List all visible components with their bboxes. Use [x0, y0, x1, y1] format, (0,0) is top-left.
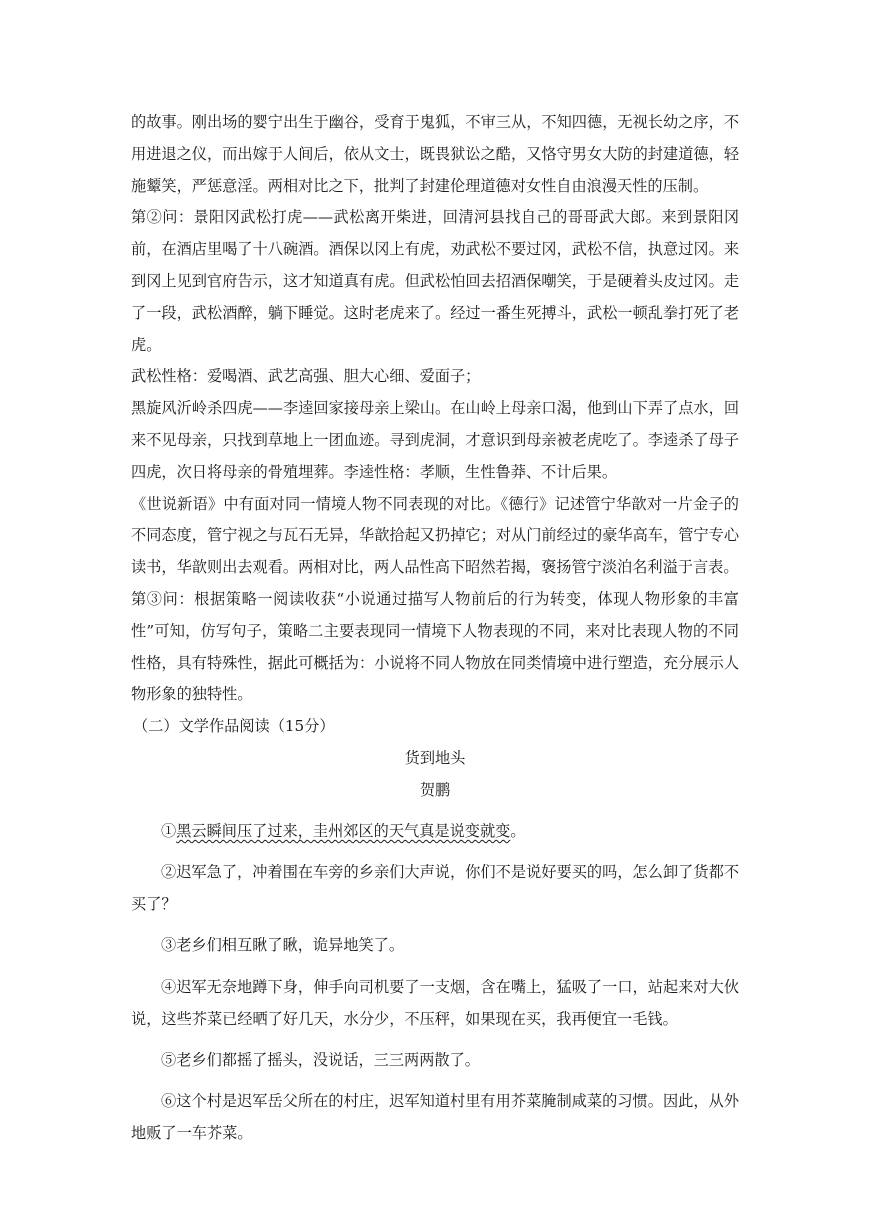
paragraph-marker: ① [161, 822, 177, 841]
analysis-paragraph-3: 武松性格：爱喝酒、武艺高强、胆大心细、爱面子； [131, 367, 481, 386]
analysis-paragraph-6: 第③问：根据策略一阅读收获“小说通过描写人物前后的行为转变，体现人物形象的丰富性”可知，仿写句子，策略二主要表现同一情境下人物表现的不同，来对比表现人物的不同性格，具有特殊性，据此可概括为：小说将不同人物放在同类情境中进行塑造，充分展示人物形象的独特性。 [131, 589, 739, 704]
document-page [131, 107, 739, 1159]
analysis-paragraph-5: 《世说新语》中有面对同一情境人物不同表现的对比。《德行》记述管宁华歆对一片金子的不同态度，管宁视之与瓦石无异，华歆拾起又扔掉它；对从门前经过的豪华高车，管宁专心读书，华歆则出去观看。两相对比，两人品性高下昭然若揭，褒扬管宁淡泊名利溢于言表。 [131, 494, 739, 577]
story-paragraph-6: ⑥这个村是迟军岳父所在的村庄，迟军知道村里有用芥菜腌制咸菜的习惯。因此，从外地贩了一车芥菜。 [131, 1092, 739, 1142]
section-heading: （二）文学作品阅读（15分） [133, 717, 335, 736]
story-paragraph-4: ④迟军无奈地蹲下身，伸手向司机要了一支烟，含在嘴上，猛吸了一口，站起来对大伙说，这些芥菜已经晒了好几天，水分少，不压秤，如果现在买，我再便宜一毛钱。 [131, 977, 739, 1028]
underlined-sentence: 黑云瞬间压了过来，圭州郊区的天气真是说变就变 [176, 822, 511, 841]
story-paragraph-5: ⑤老乡们都摇了摇头，没说话，三三两两散了。 [161, 1050, 480, 1069]
analysis-paragraph-4: 黑旋风沂岭杀四虎——李逵回家接母亲上梁山。在山岭上母亲口渴，他到山下弄了点水，回来不见母亲，只找到草地上一团血迹。寻到虎洞，才意识到母亲被老虎吃了。李逵杀了母子四虎，次日将母亲的骨殖埋葬。李逵性格：孝顺，生性鲁莽、不计后果。 [131, 399, 739, 481]
story-paragraph-1 [131, 816, 739, 848]
story-paragraph-2: ②迟军急了，冲着围在车旁的乡亲们大声说，你们不是说好要买的吗，怎么卸了货都不买了？ [131, 863, 739, 914]
analysis-paragraph-2: 第②问：景阳冈武松打虎——武松离开柴进，回清河县找自己的哥哥武大郎。来到景阳冈前，在酒店里喝了十八碗酒。酒保以冈上有虎，劝武松不要过冈，武松不信，执意过冈。来到冈上见到官府告示，这才知道真有虎。但武松怕回去招酒保嘲笑，于是硬着头皮过冈。走了一段，武松酒醉，躺下睡觉。这时老虎来了。经过一番生死搏斗，武松一顿乱拳打死了老虎。 [131, 208, 739, 354]
sentence-end: 。 [510, 822, 526, 841]
analysis-paragraph-1: 的故事。刚出场的婴宁出生于幽谷，受育于鬼狐，不审三从，不知四德，无视长幼之序，不用进退之仪，而出嫁于人间后，依从文士，既畏狱讼之酷，又恪守男女大防的封建道德，轻施颦笑，严惩意淫。两相对比之下，批判了封建伦理道德对女性自由浪漫天性的压制。 [131, 113, 739, 195]
story-paragraph-3: ③老乡们相互瞅了瞅，诡异地笑了。 [161, 936, 404, 955]
story-author: 贺鹏 [419, 780, 451, 799]
story-title: 货到地头 [404, 748, 466, 767]
